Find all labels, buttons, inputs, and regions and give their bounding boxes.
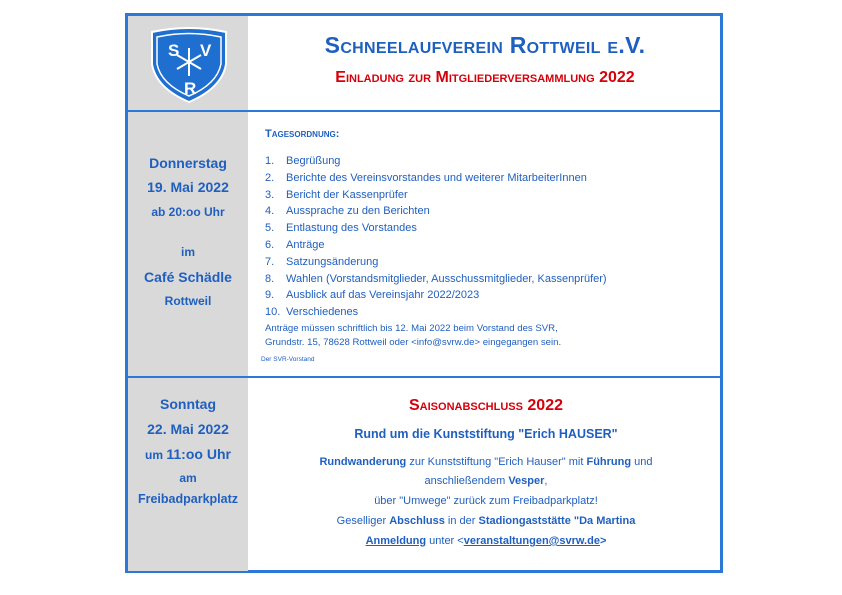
- signature: Der SVR-Vorstand: [261, 356, 315, 363]
- svg-text:R: R: [184, 79, 197, 98]
- svg-text:V: V: [200, 41, 212, 60]
- agenda-note: [265, 322, 561, 350]
- season-line-1: Rundwanderung zur Kunststiftung "Erich Hauser" mit Führung und: [319, 456, 653, 468]
- list-item: 10. Verschiedenes: [265, 306, 359, 319]
- season-line-5: Anmeldung unter <veranstaltungen@svrw.de>: [365, 535, 607, 547]
- club-title: Schneelaufverein Rottweil e.V.: [324, 32, 646, 58]
- list-item: 9. Ausblick auf das Vereinsjahr 2022/2023: [265, 289, 480, 302]
- list-item: 8. Wahlen (Vorstandsmitglieder, Ausschussmitglieder, Kassenprüfer): [265, 272, 607, 285]
- season-line-2: anschließendem Vesper,: [424, 475, 548, 487]
- list-item: 7. Satzungsänderung: [265, 255, 379, 268]
- season-title: Saisonabschluss 2022: [409, 397, 563, 414]
- time-prefix: um: [145, 448, 164, 462]
- invitation-frame: [125, 13, 723, 573]
- season-date: 22. Mai 2022: [147, 421, 229, 437]
- season-day: Sonntag: [160, 396, 216, 412]
- meeting-date: 19. Mai 2022: [147, 179, 229, 195]
- meeting-panel: [128, 112, 248, 376]
- note-line: Grundstr. 15, 78628 Rottweil oder <info@svrw.de> eingegangen sein.: [265, 337, 562, 348]
- agenda-heading: Tagesordnung:: [265, 128, 340, 140]
- svg-text:S: S: [168, 41, 180, 60]
- registration-email-link[interactable]: veranstaltungen@svrw.de: [463, 535, 600, 547]
- list-item: 1. Begrüßung: [265, 155, 341, 167]
- meeting-city: Rottweil: [164, 294, 212, 308]
- invitation-subtitle: Einladung zur Mitgliederversammlung 2022: [335, 69, 635, 86]
- season-place: Freibadparkplatz: [137, 492, 239, 506]
- meeting-day: Donnerstag: [149, 155, 227, 171]
- note-line: Anträge müssen schriftlich bis 12. Mai 2022 beim Vorstand des SVR,: [265, 323, 558, 334]
- list-item: 3. Bericht der Kassenprüfer: [265, 188, 408, 201]
- season-line-4: Geselliger Abschluss in der Stadiongaststätte "Da Martina: [336, 515, 636, 527]
- list-item: 2. Berichte des Vereinsvorstandes und weiterer MitarbeiterInnen: [265, 171, 587, 184]
- season-line-3: über "Umwege" zurück zum Freibadparkplatz!: [374, 495, 598, 507]
- svr-logo: [148, 26, 230, 106]
- time-value: 11:oo Uhr: [166, 446, 231, 462]
- season-subtitle: Rund um die Kunststiftung "Erich HAUSER": [354, 427, 618, 441]
- agenda-list: [265, 153, 607, 321]
- list-item: 4. Aussprache zu den Berichten: [265, 205, 430, 218]
- list-item: 6. Anträge: [265, 238, 325, 251]
- meeting-venue: Café Schädle: [144, 269, 232, 285]
- list-item: 5. Entlastung des Vorstandes: [265, 222, 417, 235]
- season-time: [128, 446, 248, 462]
- registration-label: Anmeldung: [365, 535, 427, 547]
- meeting-time: ab 20:oo Uhr: [151, 205, 225, 219]
- season-at-label: am: [179, 471, 197, 485]
- meeting-in-label: im: [180, 245, 195, 259]
